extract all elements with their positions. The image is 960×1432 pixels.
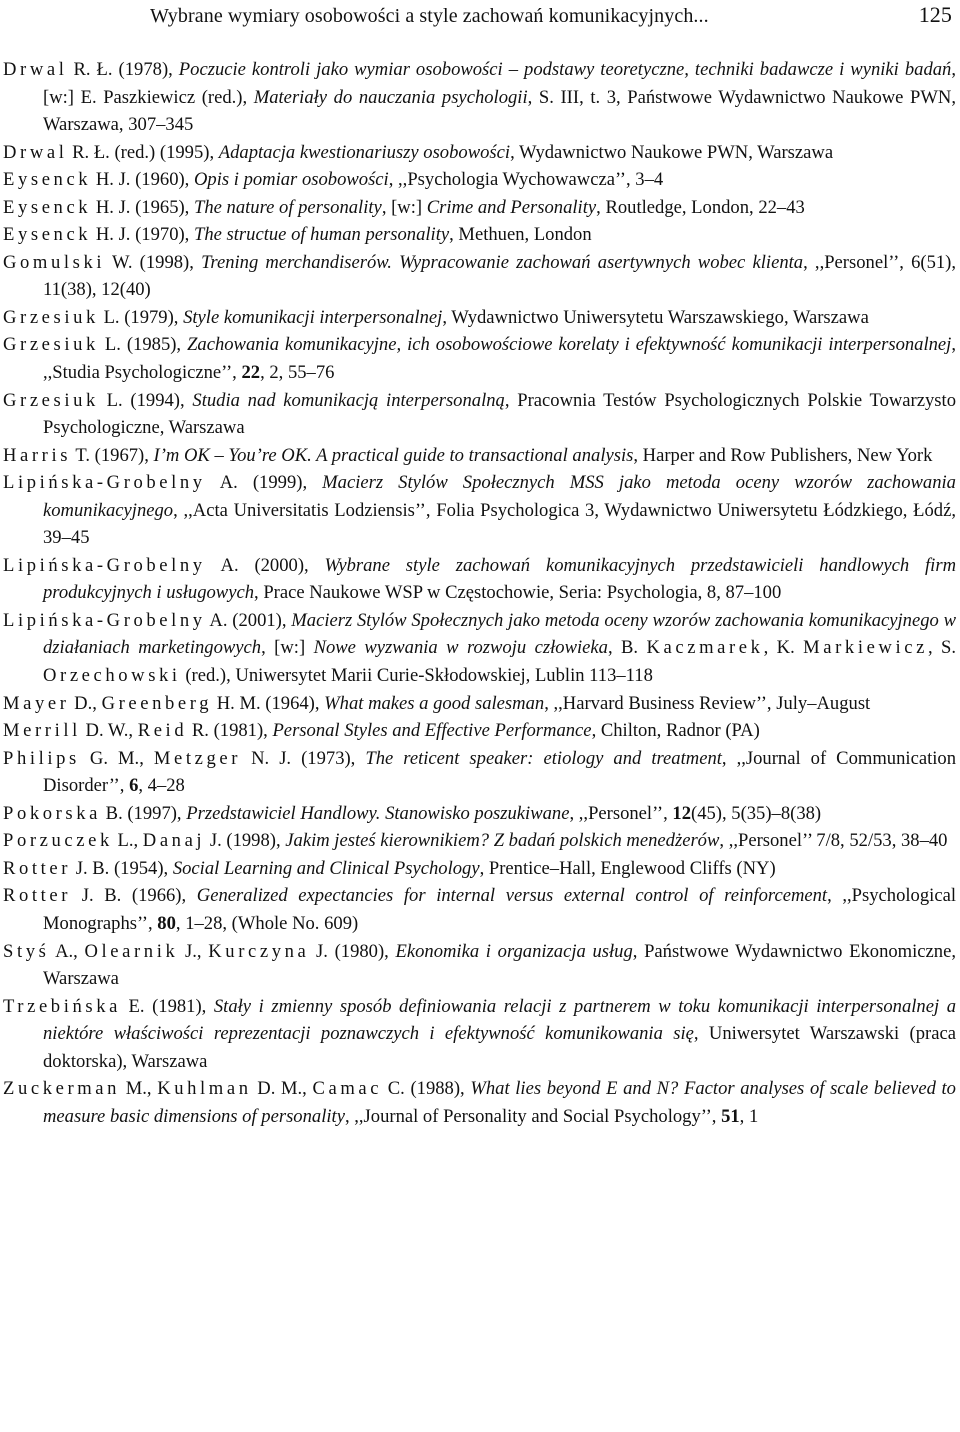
plain-text: , Prace Naukowe WSP w Częstochowie, Seria: Psychologia, 8, 87–100	[254, 582, 782, 604]
author-name: Grzesiuk	[3, 306, 99, 328]
plain-text: , Wydawnictwo Uniwersytetu Warszawskiego, Warszawa	[442, 306, 869, 328]
plain-text: D.,	[69, 692, 102, 714]
italic-title: Macierz Stylów Społecznych MSS jako metoda oceny wzorów zachowania komunikacyjnego	[43, 472, 956, 521]
bold-volume: 51	[721, 1105, 740, 1127]
author-name: Danaj	[142, 830, 206, 852]
author-name: Orzechowski	[43, 665, 181, 687]
italic-title: The nature of personality	[193, 196, 382, 218]
reference-entry	[3, 552, 956, 607]
bold-volume: 6	[129, 775, 139, 797]
plain-text: , Routledge, London, 22–43	[596, 196, 805, 218]
plain-text: , Chilton, Radnor (PA)	[591, 720, 760, 742]
reference-entry	[3, 166, 956, 194]
reference-entry	[3, 717, 956, 745]
running-title: Wybrane wymiary osobowości a style zachowań komunikacyjnych...	[150, 5, 709, 27]
plain-text: A. (2001),	[205, 609, 292, 631]
author-name: Porzuczek	[3, 830, 113, 852]
author-name: Greenberg	[101, 692, 213, 714]
page-number: 125	[918, 2, 952, 27]
plain-text: L. (1979),	[98, 306, 184, 328]
author-name: Metzger	[153, 747, 242, 769]
reference-entry	[3, 139, 956, 167]
author-name: Trzebińska	[3, 995, 121, 1017]
plain-text: , Harper and Row Publishers, New York	[633, 444, 933, 466]
plain-text: , ,,Acta Universitatis Lodziensis’’, Folia Psychologica 3, Wydawnictwo Uniwersytetu Łódzkiego, Łódź, 39–45	[43, 499, 956, 549]
plain-text: , ,,Psychological Monographs’’,	[43, 885, 956, 934]
plain-text: H. J. (1970),	[91, 224, 194, 246]
plain-text: , Methuen, London	[449, 224, 592, 246]
italic-title: Jakim jesteś kierownikiem? Z badań polskich menedżerów	[285, 830, 720, 852]
author-name: Styś	[3, 940, 50, 962]
reference-entry	[3, 745, 956, 800]
plain-text: , [w:]	[381, 196, 427, 218]
author-name: Reid	[137, 720, 188, 742]
italic-title: Opis i pomiar osobowości	[193, 169, 389, 191]
plain-text: J. B. (1966),	[71, 885, 197, 907]
running-header	[150, 2, 952, 36]
italic-title: Trening merchandiserów. Wypracowanie zachowań asertywnych wobec klienta	[201, 251, 804, 273]
author-name: Pokorska	[3, 802, 102, 824]
author-name: Grzesiuk	[3, 389, 99, 411]
reference-entry	[3, 993, 956, 1076]
italic-title: Style komunikacji interpersonalnej	[183, 306, 443, 328]
reference-entry	[3, 855, 956, 883]
plain-text: A. (2000),	[205, 554, 325, 576]
author-name: Kurczyna	[208, 940, 310, 962]
author-name: Philips	[3, 747, 80, 769]
author-name: Drwal	[3, 59, 68, 80]
plain-text: (45), 5(35)–8(38)	[691, 802, 822, 824]
reference-entry	[3, 882, 956, 937]
reference-entry	[3, 607, 956, 690]
plain-text: L. (1985),	[98, 334, 188, 356]
plain-text: H. M. (1964),	[212, 692, 325, 714]
reference-entry	[3, 304, 956, 332]
plain-text: D. M.,	[251, 1078, 313, 1100]
plain-text: J. (1980),	[309, 940, 396, 962]
bold-volume: 80	[157, 912, 176, 934]
reference-entry	[3, 56, 956, 139]
author-name: Eysenck	[3, 196, 92, 218]
plain-text: , 1	[739, 1105, 759, 1127]
plain-text: R. Ł. (1978),	[67, 59, 179, 80]
plain-text: J. (1998),	[205, 830, 286, 852]
plain-text: , ,,Psychologia Wychowawcza’’, 3–4	[388, 169, 664, 191]
plain-text: L.,	[112, 830, 143, 852]
plain-text: , ,,Studia Psychologiczne’’,	[43, 334, 957, 384]
plain-text: N. J. (1973),	[241, 747, 366, 769]
plain-text: J. B. (1954),	[71, 857, 173, 879]
plain-text: , S.	[927, 637, 956, 659]
reference-entry	[3, 938, 956, 993]
author-name: Kaczmarek	[646, 637, 764, 659]
italic-title: Zachowania komunikacyjne, ich osobowościowe korelaty i efektywność komunikacji interpersonalnej	[187, 334, 952, 356]
author-name: Lipińska-Grobelny	[3, 609, 206, 631]
italic-title: Adaptacja kwestionariuszy osobowości	[218, 141, 511, 163]
plain-text: W. (1998),	[105, 251, 202, 273]
reference-entry	[3, 800, 956, 828]
bold-volume: 12	[672, 802, 691, 824]
author-name: Rotter	[3, 885, 72, 907]
plain-text: H. J. (1960),	[91, 169, 194, 191]
plain-text: , ,,Journal of Communication Disorder’’,	[43, 747, 956, 797]
plain-text: , K.	[763, 637, 804, 659]
italic-title: Wybrane style zachowań komunikacyjnych przedstawicieli handlowych firm produkcyjnych i usługowych	[43, 554, 957, 604]
bold-volume: 22	[241, 362, 261, 384]
plain-text: A.,	[49, 940, 85, 962]
plain-text: , [w:] E. Paszkiewicz (red.),	[43, 59, 956, 108]
plain-text: D. W.,	[80, 720, 138, 742]
author-name: Drwal	[3, 141, 68, 163]
author-name: Gomulski	[3, 251, 106, 273]
plain-text: E. (1981),	[120, 995, 214, 1017]
italic-title: I’m OK – You’re OK. A practical guide to transactional analysis	[153, 444, 634, 466]
plain-text: , 4–28	[138, 775, 185, 797]
author-name: Camac	[312, 1078, 383, 1100]
plain-text: J.,	[178, 940, 209, 962]
reference-entry	[3, 469, 956, 552]
author-name: Kuhlman	[157, 1078, 252, 1100]
plain-text: , ,,Personel’’ 7/8, 52/53, 38–40	[719, 830, 948, 852]
author-name: Zuckerman	[3, 1078, 121, 1100]
plain-text: , S. III, t. 3, Państwowe Wydawnictwo Naukowe PWN, Warszawa, 307–345	[43, 86, 957, 136]
author-name: Eysenck	[3, 224, 92, 246]
reference-entry	[3, 194, 956, 222]
italic-title: The reticent speaker: etiology and treatment	[365, 747, 722, 769]
author-name: Merrill	[3, 720, 81, 742]
author-name: Olearnik	[84, 940, 179, 962]
author-name: Harris	[3, 444, 72, 466]
plain-text: , [w:]	[261, 637, 314, 659]
italic-title: Materiały do nauczania psychologii	[253, 86, 528, 108]
reference-entry	[3, 387, 956, 442]
plain-text: R. Ł. (red.) (1995),	[67, 141, 219, 163]
author-name: Grzesiuk	[3, 334, 99, 356]
reference-entry	[3, 442, 956, 470]
italic-title: Generalized expectancies for internal versus external control of reinforcement	[196, 885, 828, 907]
plain-text: M.,	[120, 1078, 158, 1100]
plain-text: , Państwowe Wydawnictwo Ekonomiczne, Warszawa	[43, 940, 956, 990]
plain-text: L. (1994),	[98, 389, 193, 411]
italic-title: Studia nad komunikacją interpersonalną	[192, 389, 505, 411]
plain-text: , 1–28, (Whole No. 609)	[175, 912, 359, 934]
author-name: Rotter	[3, 857, 72, 879]
plain-text: H. J. (1965),	[91, 196, 194, 218]
plain-text: , 2, 55–76	[260, 362, 335, 384]
plain-text: B. (1997),	[101, 802, 187, 824]
plain-text: (red.), Uniwersytet Marii Curie-Skłodowskiej, Lublin 113–118	[180, 665, 653, 687]
italic-title: Nowe wyzwania w rozwoju człowieka	[313, 637, 608, 659]
plain-text: , ,,Harvard Business Review’’, July–August	[544, 692, 871, 714]
italic-title: Przedstawiciel Handlowy. Stanowisko poszukiwane	[186, 802, 570, 824]
plain-text: C. (1988),	[382, 1078, 471, 1100]
plain-text: , ,,Journal of Personality and Social Psychology’’,	[344, 1105, 722, 1127]
plain-text: , Wydawnictwo Naukowe PWN, Warszawa	[510, 141, 834, 163]
reference-list	[3, 56, 956, 1130]
italic-title: What lies beyond E and N? Factor analyses of scale believed to measure basic dimensions of personality	[43, 1078, 956, 1127]
plain-text: , Uniwersytet Warszawski (praca doktorska), Warszawa	[43, 1023, 956, 1072]
plain-text: A. (1999),	[205, 472, 323, 494]
author-name: Mayer	[3, 692, 70, 714]
reference-entry	[3, 221, 956, 249]
italic-title: Personal Styles and Effective Performance	[272, 720, 592, 742]
reference-entry	[3, 249, 956, 304]
italic-title: What makes a good salesman	[324, 692, 545, 714]
italic-title: Stały i zmienny sposób definiowania relacji z partnerem w toku komunikacji interpersonalnej a niektóre właściwości reprezentacji poznawczych i efektywność komunikowania się	[43, 995, 956, 1045]
plain-text: R. (1981),	[187, 720, 273, 742]
italic-title: Crime and Personality	[426, 196, 597, 218]
reference-entry	[3, 827, 956, 855]
plain-text: , Pracownia Testów Psychologicznych Polskie Towarzysto Psychologiczne, Warszawa	[43, 389, 956, 439]
author-name: Eysenck	[3, 169, 92, 191]
reference-entry	[3, 331, 956, 386]
author-name: Lipińska-Grobelny	[3, 472, 206, 494]
italic-title: Social Learning and Clinical Psychology	[172, 857, 480, 879]
italic-title: Macierz Stylów Społecznych jako metoda oceny wzorów zachowania komunikacyjnego w działaniach marketingowych	[43, 609, 957, 659]
plain-text: , B.	[607, 637, 647, 659]
plain-text: G. M.,	[79, 747, 154, 769]
plain-text: , ,,Personel’’,	[569, 802, 673, 824]
plain-text: , ,,Personel’’, 6(51), 11(38), 12(40)	[43, 251, 957, 301]
plain-text: T. (1967),	[71, 444, 154, 466]
italic-title: Ekonomika i organizacja usług	[395, 940, 633, 962]
italic-title: The structue of human personality	[193, 224, 450, 246]
italic-title: Poczucie kontroli jako wymiar osobowości – podstawy teoretyczne, techniki badawcze i wyniki badań	[178, 59, 952, 80]
reference-entry	[3, 1075, 956, 1130]
author-name: Lipińska-Grobelny	[3, 554, 206, 576]
plain-text: , Prentice–Hall, Englewood Cliffs (NY)	[479, 857, 776, 879]
author-name: Markiewicz	[803, 637, 928, 659]
reference-entry	[3, 690, 956, 718]
